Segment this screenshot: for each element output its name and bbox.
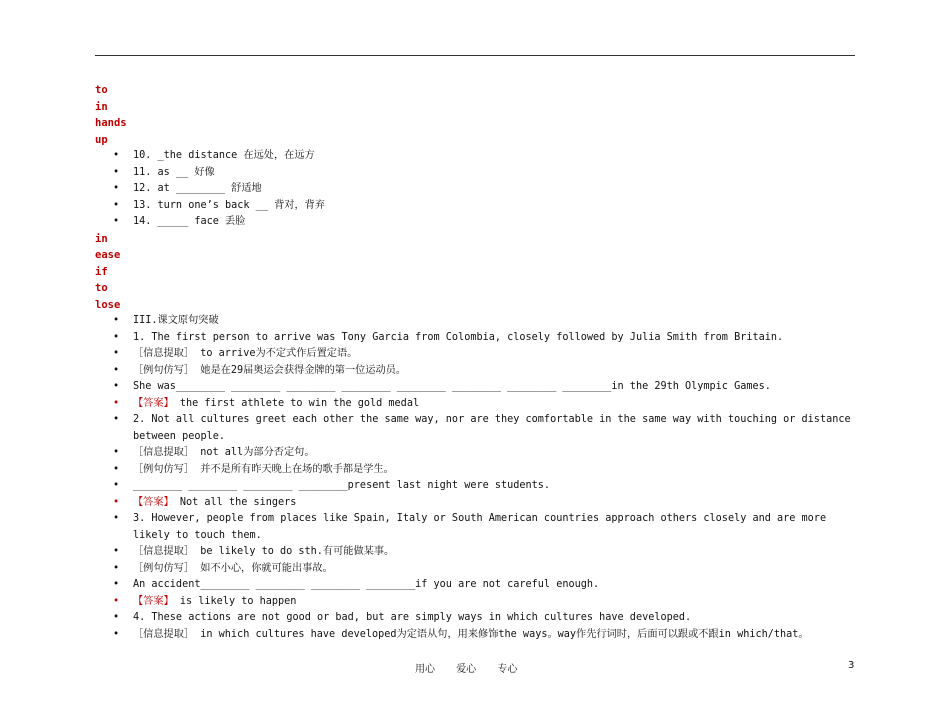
bullet: •: [113, 315, 120, 326]
sentence-item: [95, 511, 855, 544]
footer-motto-1: 用心: [415, 664, 435, 675]
answer-word: in: [95, 232, 108, 245]
section-title: [95, 313, 855, 330]
answer-word: to: [95, 282, 108, 294]
answer-text: the first athlete to win the gold medal: [173, 397, 420, 409]
sentence-text: 1. The first person to arrive was Tony Garcia from Colombia, closely followed by Julia Smith from Britain.: [133, 331, 784, 343]
bullet: •: [113, 216, 120, 227]
example-item: [95, 561, 855, 578]
answer-label: 【答案】: [133, 595, 174, 607]
example-text: ［例句仿写］ 并不是所有昨天晚上在场的歌手都是学生。: [133, 463, 394, 475]
example-text: ［例句仿写］ 如不小心，你就可能出事故。: [133, 562, 333, 574]
bullet: •: [113, 364, 120, 376]
phrase-item: [95, 181, 855, 198]
bullet: •: [113, 199, 120, 211]
info-text: ［信息提取］ not all为部分否定句。: [133, 447, 315, 458]
answer-word: if: [95, 265, 108, 278]
bullet: •: [113, 381, 120, 392]
bullet: •: [113, 562, 120, 574]
info-item: [95, 445, 855, 462]
bullet: •: [113, 463, 120, 475]
bullet: •: [113, 480, 120, 491]
info-text: ［信息提取］ to arrive为不定式作后置定语。: [133, 348, 358, 359]
phrase-text: 12. at ________ 舒适地: [133, 183, 262, 194]
bullet: •: [113, 595, 120, 607]
answer-text: is likely to happen: [173, 595, 297, 607]
answer-item: [95, 495, 855, 512]
footer-motto: [415, 660, 535, 675]
bullet: •: [113, 579, 120, 590]
info-item: [95, 544, 855, 561]
phrase-item: [95, 214, 855, 231]
example-item: [95, 462, 855, 479]
phrase-text: 10. _the distance 在远处，在远方: [133, 150, 315, 161]
answer-word: to: [95, 84, 108, 96]
page-content: [95, 82, 855, 643]
bullet: •: [113, 612, 120, 623]
phrase-text: 14. _____ face 丢脸: [133, 216, 246, 227]
blank-text: An accident________ ________ ________ ________if you are not careful enough.: [133, 579, 600, 590]
section-title-text: III.课文原句突破: [133, 315, 219, 326]
blank-item: [95, 379, 855, 396]
sentence-text: 4. These actions are not good or bad, but are simply ways in which cultures have developed.: [133, 612, 692, 623]
answer-word: ease: [95, 249, 121, 261]
info-item: [95, 346, 855, 363]
footer-motto-3: 专心: [497, 664, 518, 675]
footer-motto-2: 爱心: [456, 664, 477, 675]
sentence-text: 3. However, people from places like Spain, Italy or South American countries approach others closely and are more likely to touch them.: [133, 513, 827, 541]
bullet: •: [113, 496, 120, 508]
info-item: [95, 627, 855, 644]
header-rule: [95, 55, 855, 56]
bullet: •: [113, 166, 120, 178]
phrase-item: [95, 165, 855, 182]
answer-item: [95, 594, 855, 611]
answer-label: 【答案】: [133, 496, 174, 508]
answer-label: 【答案】: [133, 397, 174, 409]
page-number: 3: [848, 660, 855, 671]
bullet: •: [113, 628, 120, 640]
answer-word: up: [95, 133, 108, 146]
bullet: •: [113, 414, 120, 425]
bullet: •: [113, 513, 120, 524]
sentence-text: 2. Not all cultures greet each other the same way, nor are they comfortable in the same way with touching or distance between people.: [133, 414, 851, 442]
bullet: •: [113, 348, 120, 359]
example-item: [95, 363, 855, 380]
sentence-item: [95, 610, 855, 627]
answer-word: lose: [95, 298, 121, 311]
answer-item: [95, 396, 855, 413]
answer-word: in: [95, 100, 108, 113]
example-text: ［例句仿写］ 她是在29届奥运会获得金牌的第一位运动员。: [133, 364, 407, 376]
answer-word: hands: [95, 117, 127, 129]
phrase-text: 11. as __ 好像: [133, 166, 215, 178]
blank-item: [95, 478, 855, 495]
blank-item: [95, 577, 855, 594]
answer-text: Not all the singers: [173, 496, 297, 508]
blank-text: ________ ________ ________ ________present last night were students.: [133, 480, 551, 491]
sentence-item: [95, 412, 855, 445]
bullet: •: [113, 331, 120, 343]
info-text: ［信息提取］ be likely to do sth.有可能做某事。: [133, 546, 395, 557]
bullet: •: [113, 447, 120, 458]
bullet: •: [113, 150, 120, 161]
phrase-item: [95, 148, 855, 165]
bullet: •: [113, 183, 120, 194]
info-text: ［信息提取］ in which cultures have developed为定语从句，用来修饰the ways。way作先行词时，后面可以跟或不跟in which/that。: [133, 628, 809, 640]
phrase-item: [95, 198, 855, 215]
phrase-text: 13. turn one’s back __ 背对，背弃: [133, 199, 326, 211]
blank-text: She was________ ________ ________ ________ ________ ________ ________ ________in the 29th Olympic Games.: [133, 381, 771, 392]
bullet: •: [113, 397, 120, 409]
bullet: •: [113, 546, 120, 557]
sentence-item: [95, 330, 855, 347]
